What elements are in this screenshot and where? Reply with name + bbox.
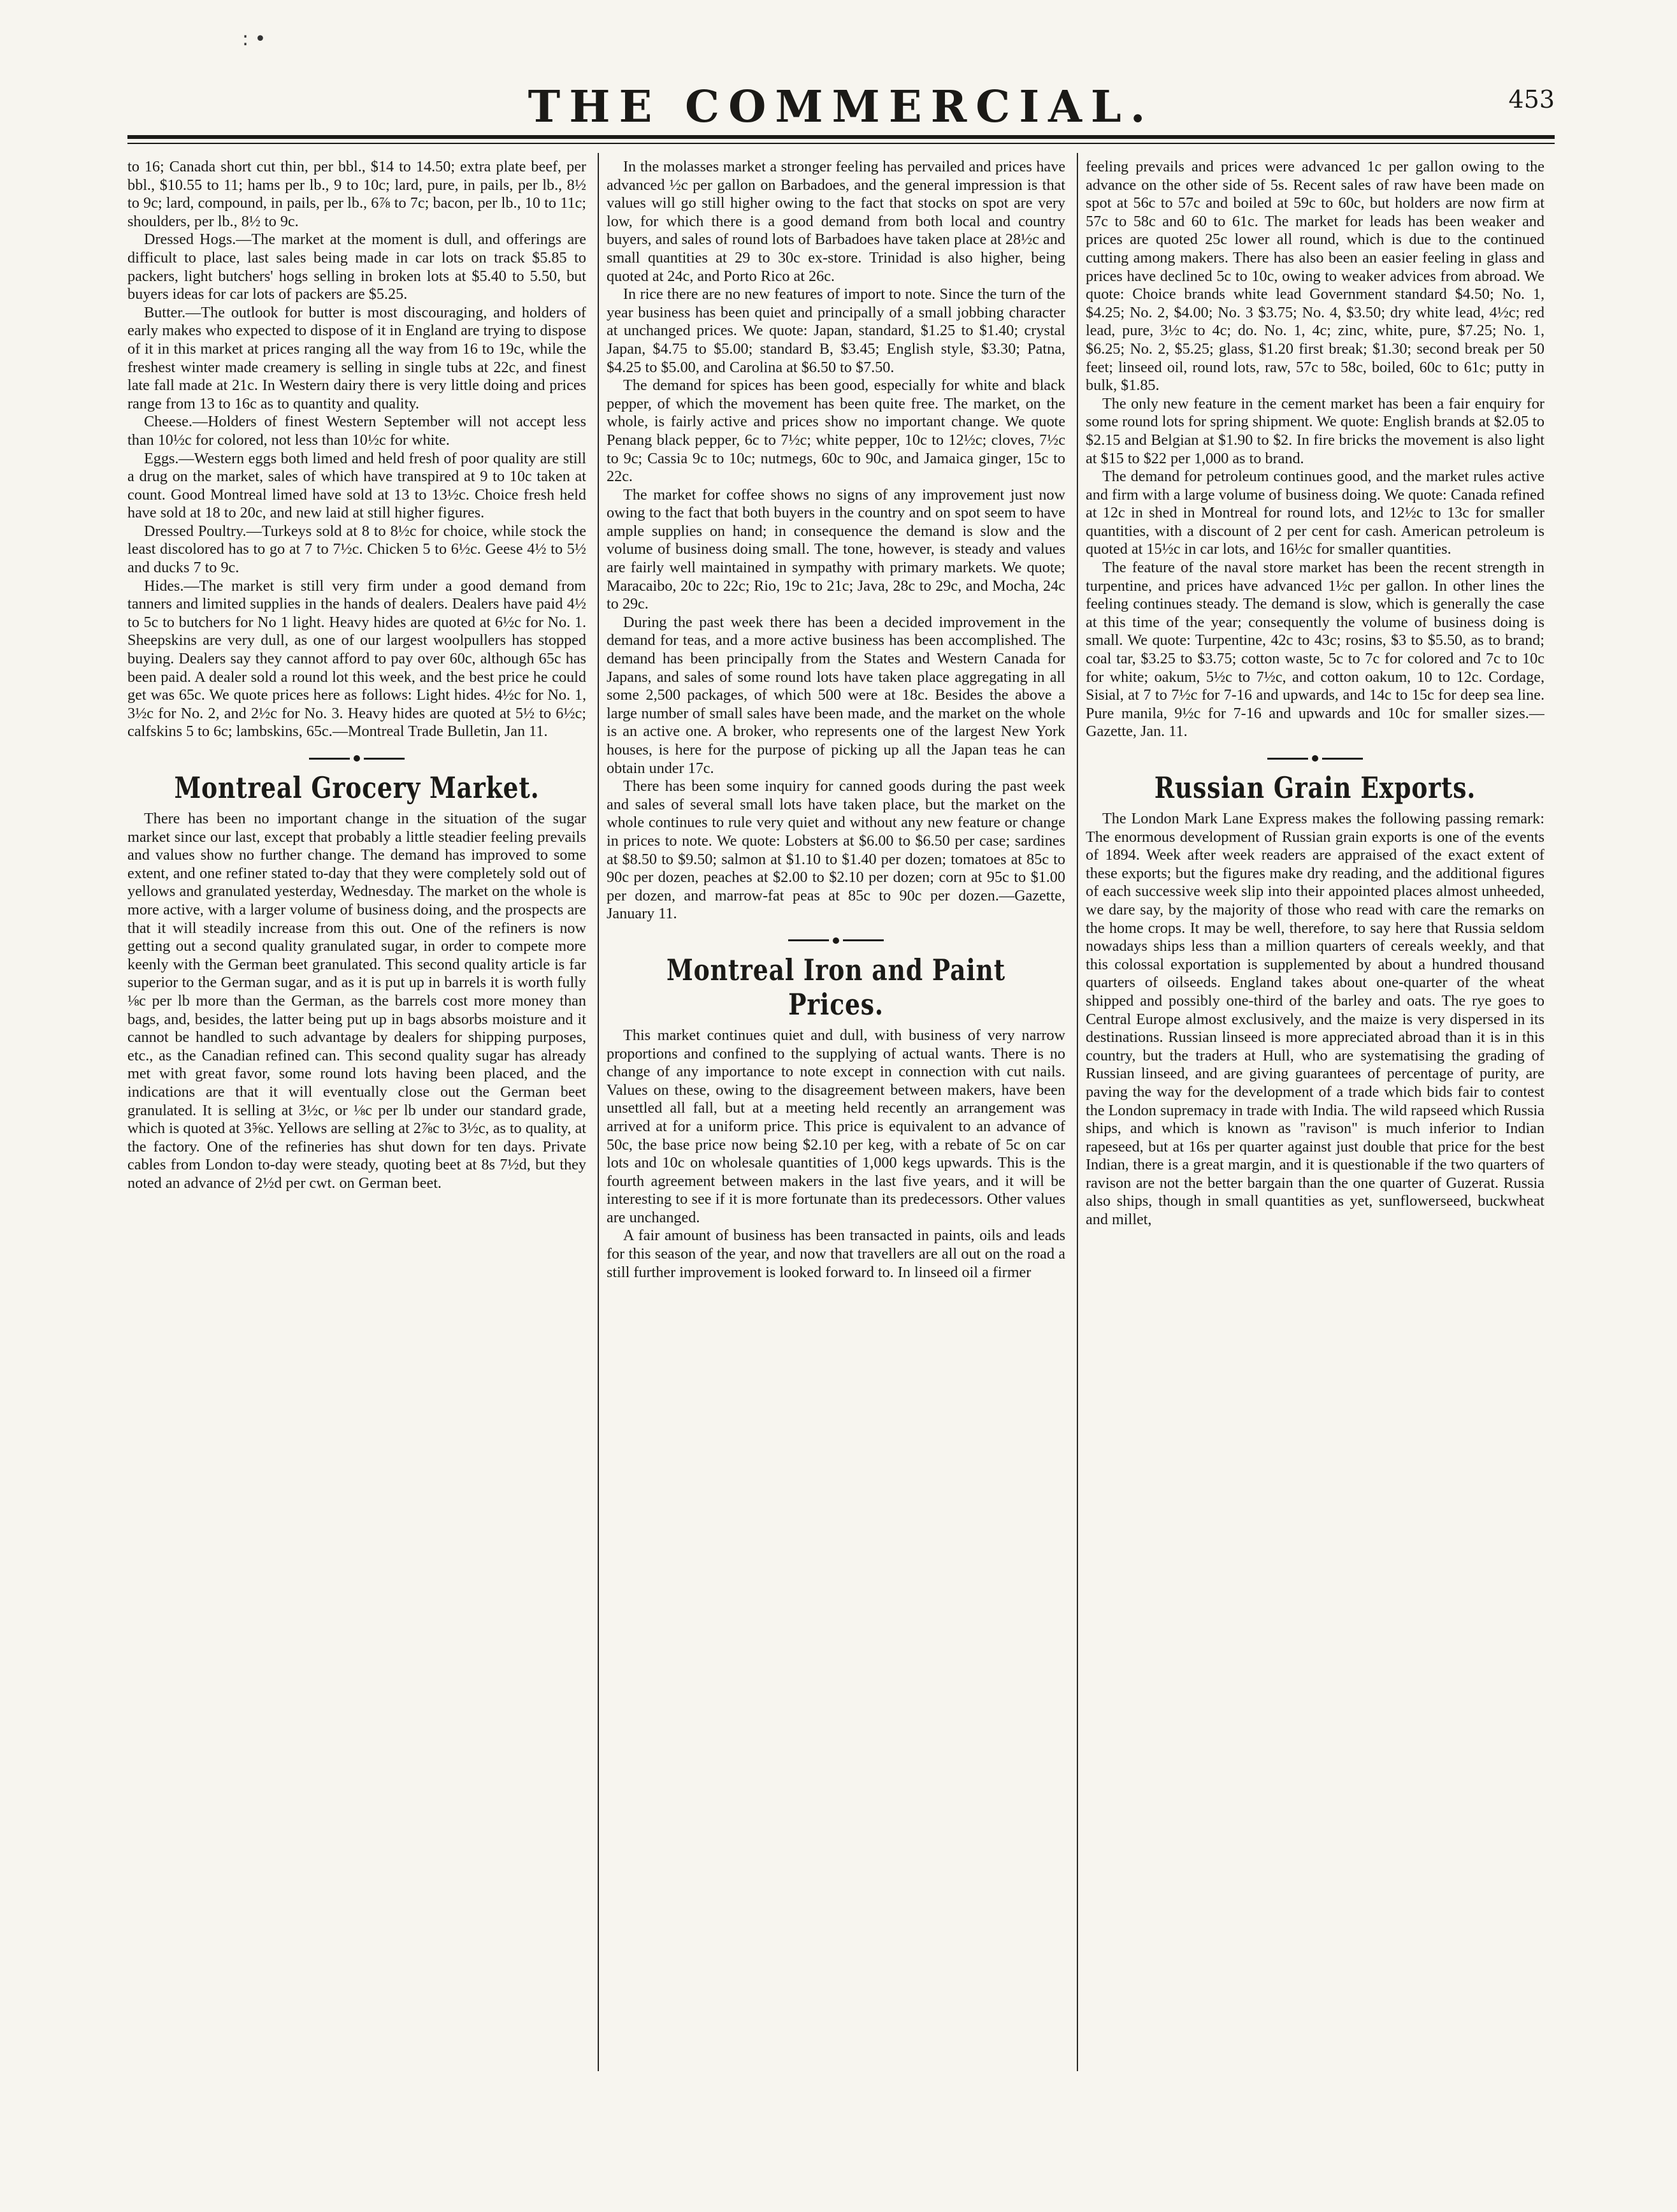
article-paragraph: Dressed Poultry.—Turkeys sold at 8 to 8½c for choice, while stock the least discolored has to go at 7 to 7½c. Chicken 5 to 6½c. Geese 4½ to 5½ and ducks 7 to 9c.: [127, 522, 586, 577]
masthead-title: THE COMMERCIAL.: [528, 82, 1155, 133]
article-heading: Russian Grain Exports.: [1154, 770, 1476, 805]
column-2: [607, 158, 1065, 2070]
column-divider: [598, 153, 599, 2071]
article-paragraph: A fair amount of business has been transacted in paints, oils and leads for this season of the year, and now that travellers are all out on the road a still further improvement is looked forward to. In linseed oil a firmer: [607, 1227, 1065, 1281]
article-heading: Montreal Grocery Market.: [174, 770, 540, 805]
column-3: [1086, 158, 1544, 2070]
column-1: [127, 158, 586, 2070]
article-paragraph: Eggs.—Western eggs both limed and held fresh of poor quality are still a drug on the market, sales of which have transpired at 9 to 10c taken at count. Good Montreal limed have sold at 13 to 13½c. Choice fresh held have sold at 18 to 20c, and new laid at still higher figures.: [127, 449, 586, 522]
corner-mark: : •: [242, 28, 266, 50]
article-paragraph: During the past week there has been a decided improvement in the demand for teas, and a more active business has been accomplished. The demand has been principally from the States and Western Canada for Japans, and sales of some round lots have taken place aggregating in all some 2,500 packages, of which 500 were at 18c. Besides the above a large number of small sales have been made, and the market on the whole is an active one. A broker, who represents one of the largest New York houses, is here for the purpose of picking up all the Japan teas he can obtain under 17c.: [607, 613, 1065, 777]
article-paragraph: In rice there are no new features of import to note. Since the turn of the year business has been quiet and principally of a small jobbing character at unchanged prices. We quote: Japan, standard, $1.25 to $1.40; crystal Japan, $4.75 to $5.00; standard B, $3.45; English style, $3.30; Patna, $4.25 to $5.00, and Carolina at $6.50 to $7.50.: [607, 286, 1065, 376]
article-paragraph: Hides.—The market is still very firm under a good demand from tanners and limited supplies in the hands of dealers. Dealers have paid 4½ to 5c to butchers for No 1 light. Heavy hides are quoted at 6½c for No. 1. Sheepskins are very dull, as one of our largest woolpullers has stopped buying. Dealers say they cannot afford to pay over 60c, although 65c has been paid. A dealer sold a round lot this week, and the best price he could get was 65c. We quote prices here as follows: Light hides. 4½c for No. 1, 3½c for No. 2, and 2½c for No. 3. Heavy hides are quoted at 5½ to 6½c; calfskins 5 to 6c; lambskins, 65c.—Montreal Trade Bulletin, Jan 11.: [127, 577, 586, 741]
masthead-rule-thin: [127, 143, 1555, 144]
masthead-rule-thick: [127, 135, 1555, 139]
article-paragraph: The demand for spices has been good, especially for white and black pepper, of which the movement has been quite free. The market, on the whole, is fairly active and prices show no important change. We quote Penang black pepper, 6c to 7½c; white pepper, 10c to 12½c; cloves, 7½c to 9c; Cassia 9c to 10c; nutmegs, 60c to 90c, and Jamaica ginger, 15c to 22c.: [607, 377, 1065, 486]
article-paragraph: Dressed Hogs.—The market at the moment is dull, and offerings are difficult to place, last sales being made in car lots on track $5.85 to packers, light butchers' hogs selling in broken lots at $5.40 to 5.50, but buyers ideas for car lots of packers are $5.25.: [127, 231, 586, 303]
article-paragraph: The feature of the naval store market has been the recent strength in turpentine, and prices have advanced 1½c per gallon. In other lines the feeling continues steady. The demand is slow, which is generally the case at this time of the year; consequently the volume of business doing is small. We quote: Turpentine, 42c to 43c; rosins, $3 to $5.50, as to brand; coal tar, $3.25 to $3.75; cotton waste, 5c to 7c for colored and 7c to 10c for white; oakum, 5½c to 7½c, and cotton oakum, 10 to 12c. Cordage, Sisial, at 7 to 7½c for 7-16 and upwards, and 14c to 15c for deep sea line. Pure manila, 9½c for 7-16 and upwards and 10c for smaller sizes.—Gazette, Jan. 11.: [1086, 559, 1544, 741]
section-ornament: [1086, 755, 1544, 762]
article-paragraph: feeling prevails and prices were advanced 1c per gallon owing to the advance on the other side of 5s. Recent sales of raw have been made on spot at 56c to 57c and boiled at 59c to 60c, but holders are now firm at 57c to 58c and 60 to 61c. The market for leads has been weaker and prices are quoted 25c lower all round, which is due to the continued cutting among makers. There has also been an easier feeling in glass and prices have declined 5c to 10c, owing to weaker advices from abroad. We quote: Choice brands white lead Government standard $4.50; No. 1, $4.25; No. 2, $4.00; No. 3 $3.75; No. 4, $3.50; dry white lead, 4½c; red lead, pure, 3½c to 4c; do. No. 1, 4c; zinc, white, pure, $7.25; No. 1, $6.25; No. 2, $5.25; glass, $1.20 first break; $1.30; second break per 50 feet; linseed oil, round lots, raw, 57c to 58c, boiled, 60c to 61c; putty in bulk, $1.85.: [1086, 158, 1544, 394]
article-paragraph: This market continues quiet and dull, with business of very narrow proportions and confined to the supplying of actual wants. There is no change of any importance to note except in connection with cut nails. Values on these, owing to the disagreement between makers, have been unsettled all fall, but at a meeting held recently an arrangement was arrived at for a uniform price. This price is equivalent to an advance of 50c, the base price now being $2.10 per keg, with a rebate of 5c on car lots and 10c on wholesale quantities of 1,000 kegs upwards. This is the fourth agreement between makers in the last five years, and it will be interesting to see if it is more fortunate than its predecessors. Other values are unchanged.: [607, 1026, 1065, 1226]
article-paragraph: There has been some inquiry for canned goods during the past week and sales of several small lots have taken place, but the market on the whole continues to rule very quiet and without any new feature or change in prices to note. We quote: Lobsters at $6.00 to $6.50 per case; sardines at $8.50 to $9.50; salmon at $1.10 to $1.40 per dozen; tomatoes at 85c to 90c per dozen, peaches at $2.00 to $2.10 per dozen; corn at 95c to $1.00 per dozen, and marrow-fat peas at 85c to 90c per dozen.—Gazette, January 11.: [607, 777, 1065, 923]
article-paragraph: There has been no important change in the situation of the sugar market since our last, except that probably a little steadier feeling prevails and values show no further change. The demand has improved to some extent, and one refiner stated to-day that they were completely sold out of yellows and granulated yesterday, Wednesday. The market on the whole is more active, with a larger volume of business doing, and the prospects are that it will steadily increase from this out. One of the refiners is now getting out a second quality granulated sugar, in order to compete more keenly with the German beet granulated. This second quality article is far superior to the German sugar, and as it is put up in barrels it is worth fully ⅛c per lb more than the German, as the barrels cost more money than bags, and, besides, the latter being put up in bags absorbs moisture and it cannot be handled to such advantage by dealers for shipping purposes, etc., as the Canadian refined can. This second quality sugar has already met with great favor, some round lots having been placed, and the indications are that it will eventually close out the German beet granulated. It is selling at 3½c, or ⅛c per lb under our standard grade, which is quoted at 3⅝c. Yellows are selling at 2⅞c to 3½c, as to quality, at the factory. One of the refineries has shut down for ten days. Private cables from London to-day were steady, quoting beet at 8s 7½d, but they noted an advance of 2½d per cwt. on German beet.: [127, 810, 586, 1192]
page-number: 453: [1508, 85, 1555, 113]
section-ornament: [127, 755, 586, 762]
article-paragraph: The demand for petroleum continues good, and the market rules active and firm with a large volume of business doing. We quote: Canada refined at 12c in shed in Montreal for round lots, and 12½c to 13c for smaller quantities, with a discount of 2 per cent for cash. American petroleum is quoted at 15½c in car lots, and 16½c for smaller quantities.: [1086, 468, 1544, 558]
article-heading: Montreal Iron and Paint Prices.: [666, 952, 1005, 1022]
article-paragraph: to 16; Canada short cut thin, per bbl., $14 to 14.50; extra plate beef, per bbl., $10.55 to 11; hams per lb., 9 to 10c; lard, pure, in pails, per lb., 8½ to 9c; lard, compound, in pails, per lb., 6⅞ to 7c; bacon, per lb., 10 to 11c; shoulders, per lb., 8½ to 9c.: [127, 158, 586, 230]
column-divider: [1077, 153, 1078, 2071]
section-ornament: [607, 937, 1065, 944]
article-paragraph: In the molasses market a stronger feeling has pervailed and prices have advanced ½c per gallon on Barbadoes, and the general impression is that values will go still higher owing to the fact that stocks on spot are very low, for which there is a good demand from both local and country buyers, and sales of round lots of Barbadoes have taken place at 28½c and small quantities at 29 to 30c ex-store. Trinidad is also higher, being quoted at 24c, and Porto Rico at 26c.: [607, 158, 1065, 285]
article-paragraph: Cheese.—Holders of finest Western September will not accept less than 10½c for colored, not less than 10½c for white.: [127, 413, 586, 449]
article-paragraph: The market for coffee shows no signs of any improvement just now owing to the fact that both buyers in the country and on spot seem to have ample supplies on hand; in consequence the demand is slow and the volume of business doing small. The tone, however, is steady and values are fairly well maintained in sympathy with primary markets. We quote; Maracaibo, 20c to 22c; Rio, 19c to 21c; Java, 28c to 29c, and Mocha, 24c to 29c.: [607, 486, 1065, 613]
article-paragraph: The London Mark Lane Express makes the following passing remark: The enormous development of Russian grain exports is one of the events of 1894. Week after week readers are appraised of the exact extent of these exports; but the figures make dry reading, and the additional figures of each successive week slip into their appointed places almost unheeded, we dare say, by the majority of those who read with care the remarks on the home crops. It may be well, therefore, to say here that Russia seldom nowadays ships less than a million quarters of cereals weekly, and that this colossal exportation is supplemented by about a hundred thousand quarters of oilseeds. England takes about one-quarter of the wheat shipped and possibly one-third of the barley and oats. The rye goes to Central Europe almost exclusively, and the maize is very dispersed in its destinations. Russian linseed is more appreciated abroad than it is in this country, but the traders at Hull, who are systematising the grading of Russian linseed, and are giving guarantees of percentage of purity, are paving the way for the development of a trade which bids fair to contest the London supremacy in trade with India. The wild rapseed which Russia ships, and which is known as "ravison" is much inferior to Indian rapeseed, but at 16s per quarter against just double that price for the best Indian, there is a great margin, and it is questionable if the two quarters of ravison are not the better bargain than the one quarter of Guzerat. Russia also ships, though in small quantities as yet, sunflowerseed, buckwheat and millet,: [1086, 810, 1544, 1229]
article-paragraph: The only new feature in the cement market has been a fair enquiry for some round lots for spring shipment. We quote: English brands at $2.05 to $2.15 and Belgian at $1.90 to $2. In fire bricks the movement is also light at $15 to $22 per 1,000 as to brand.: [1086, 394, 1544, 467]
article-paragraph: Butter.—The outlook for butter is most discouraging, and holders of early makes who expected to dispose of it in England are trying to dispose of it in this market at prices ranging all the way from 16 to 19c, while the freshest winter made creamery is selling in single tubs at 22c, and finest late fall made at 21c. In Western dairy there is very little doing and prices range from 13 to 16c as to quantity and quality.: [127, 303, 586, 412]
